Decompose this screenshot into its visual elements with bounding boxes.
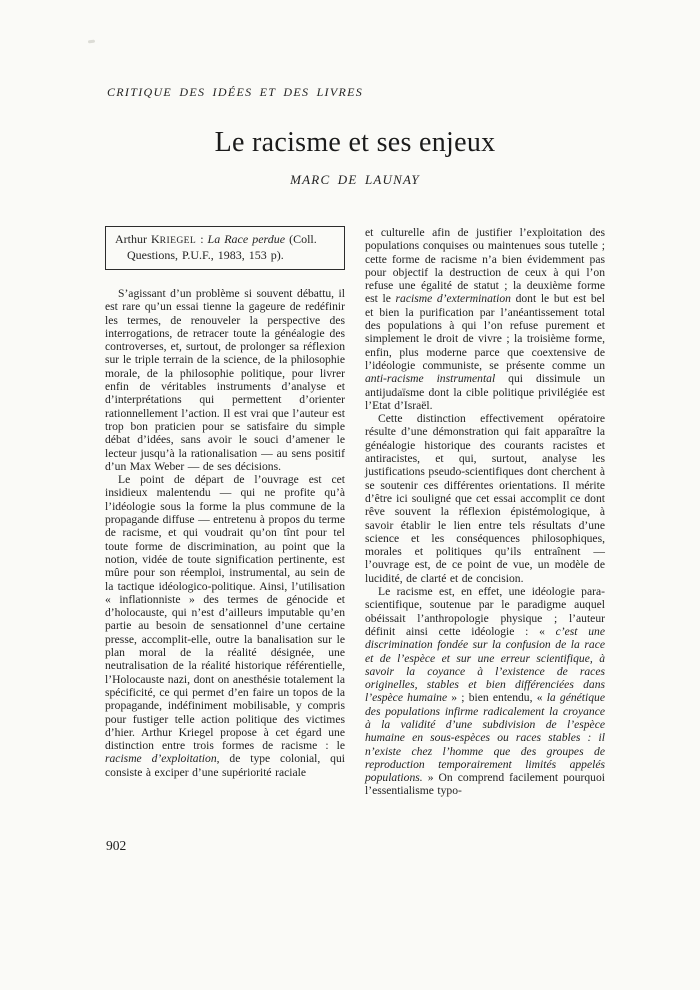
text-run: Cette distinction effectivement opératoire résulte d’une démonstration qui fait apparaître la généalogie historique des courants racistes et antiracistes, et qui, surtout, analyse les justifications pseudo-scientifiques dont cherchent à se soutenir ces différentes orientations. Il mérite d’être ici souligné que cet essai accomplit ce dont rêve souvent la réflexion épistémologique, à savoir établir le lien entre tels résultats d’une science et les conséquences philosophiques, morales et politiques qu’ils entraînent — l’ouvrage est, de ce point de vue, un modèle de lucidité, de clarté et de concision. bbox=[365, 412, 606, 585]
text-run: la génétique des populations infirme radicalement la croyance à la validité d’une subdivision de l’espèce humaine en sous-espèces ou races stables : il n’existe chez l’homme que des groupes de reproduction temporairement limités appelés populations. bbox=[365, 691, 605, 785]
text-run: racisme d’extermination bbox=[395, 292, 511, 306]
text-run: Le point de départ de l’ouvrage est cet insidieux malentendu — qui ne profite qu’à l’idéologie sous la forme la plus commune de la propagande diffuse — entretenu à propos du terme de racisme, et qui voudrait qu’on tînt pour tel toute forme de discrimination, au point que la notion, vidée de toute signification pertinente, est mûre pour son réemploi, instrumental, au sein de la tactique idéologico-politique. Ainsi, l’utilisation « inflationniste » des termes de génocide et d’holocauste, qui n’est d’ailleurs imputable qu’en partie au besoin de sensationnel d’une certaine presse, accomplit-elle, outre la banalisation sur le plan moral de la réalité désignée, une neutralisation de la réalité historique référentielle, l’Holocauste nazi, dont on anesthésie totalement la spécificité, ce qui permet d’en faire un topos de la propagande, indéfiniment mobilisable, y compris pour fustiger telle action politique des victimes d’hier. Arthur Kriegel propose à cet égard une distinction entre trois formes de racisme : le bbox=[105, 473, 345, 753]
text-run: dont le but est bel et bien la purification par l’anéantissement total des populations à qui l’on refuse purement et simplement le droit de vivre ; la troisième forme, enfin, plus moderne parce que coextensive de l’idéologie communiste, se présente comme un bbox=[365, 292, 605, 372]
text-run: » ; bien entendu, « bbox=[447, 691, 547, 705]
scan-artifact bbox=[88, 40, 95, 44]
text-run: et culturelle afin de justifier l’exploitation des populations conquises ou maintenues sous tutelle ; cette forme de racisme n’a bien évidemment pas pour objectif la destruction de ceux à qui l’on refuse une égalité de statut ; la deuxième forme est le bbox=[365, 226, 605, 306]
left-column-text bbox=[105, 287, 345, 779]
text-run: : bbox=[196, 232, 208, 246]
citation-box bbox=[105, 226, 345, 270]
citation-text bbox=[115, 232, 336, 263]
text-run: RIEGEL bbox=[159, 235, 197, 246]
text-run: La Race perdue bbox=[207, 232, 286, 246]
text-run: Arthur K bbox=[115, 232, 160, 246]
text-run: Le racisme est, en effet, une idéologie para-scientifique, soutenue par le paradigme auquel obéissait l’anthropologie physique ; l’auteur définit ainsi cette idéologie : « bbox=[365, 585, 605, 638]
paragraph bbox=[365, 585, 605, 798]
page-number: 902 bbox=[106, 838, 127, 853]
paragraph bbox=[105, 473, 345, 779]
text-run: » On comprend facilement pourquoi l’essentialisme typo- bbox=[365, 771, 605, 798]
text-run: qui dissimule un antijudaïsme dont la cible politique privilégiée est l’Etat d’Israël. bbox=[365, 372, 605, 412]
text-run: S’agissant d’un problème si souvent débattu, il est rare qu’un essai tienne la gageure de redéfinir les termes, de renouveler la perspective des interrogations, de retracer toute la généalogie des controverses, et, surtout, de prolonger sa réflexion sur le triple terrain de la science, de la philosophie morale, de la philosophie politique, pour livrer enfin de véritables instruments d’analyse et d’interprétations qui permettent d’orienter rationnellement l’action. Il est vrai que l’auteur est trop bon praticien pour se satisfaire du simple débat d’idées, sans avoir le souci d’amener le lecteur jusqu’à la rationalisation — au sens positif d’un Max Weber — de ses décisions. bbox=[105, 287, 345, 473]
text-run: (Coll. Questions, P.U.F., 1983, 153 p). bbox=[127, 232, 317, 262]
text-run: , de type colonial, qui consiste à exciper d’une supériorité raciale bbox=[105, 752, 345, 779]
text-run: anti-racisme instrumental bbox=[365, 372, 496, 386]
left-column bbox=[105, 226, 345, 779]
paragraph bbox=[105, 287, 345, 473]
paragraph bbox=[365, 412, 605, 585]
author-name: MARC DE LAUNAY bbox=[290, 172, 420, 187]
text-run: c’est une discrimination fondée sur la confusion de la race et de l’espèce et sur une erreur scientifique, à savoir la coyance à l’existence de races originelles, stables et bien différenciées dans l’espèce humaine bbox=[365, 624, 605, 705]
text-run: racisme d’exploitation bbox=[105, 752, 217, 766]
right-column bbox=[365, 226, 605, 798]
page-title: Le racisme et ses enjeux bbox=[214, 127, 496, 158]
running-head: CRITIQUE DES IDÉES ET DES LIVRES bbox=[107, 85, 364, 99]
paragraph bbox=[365, 226, 605, 412]
